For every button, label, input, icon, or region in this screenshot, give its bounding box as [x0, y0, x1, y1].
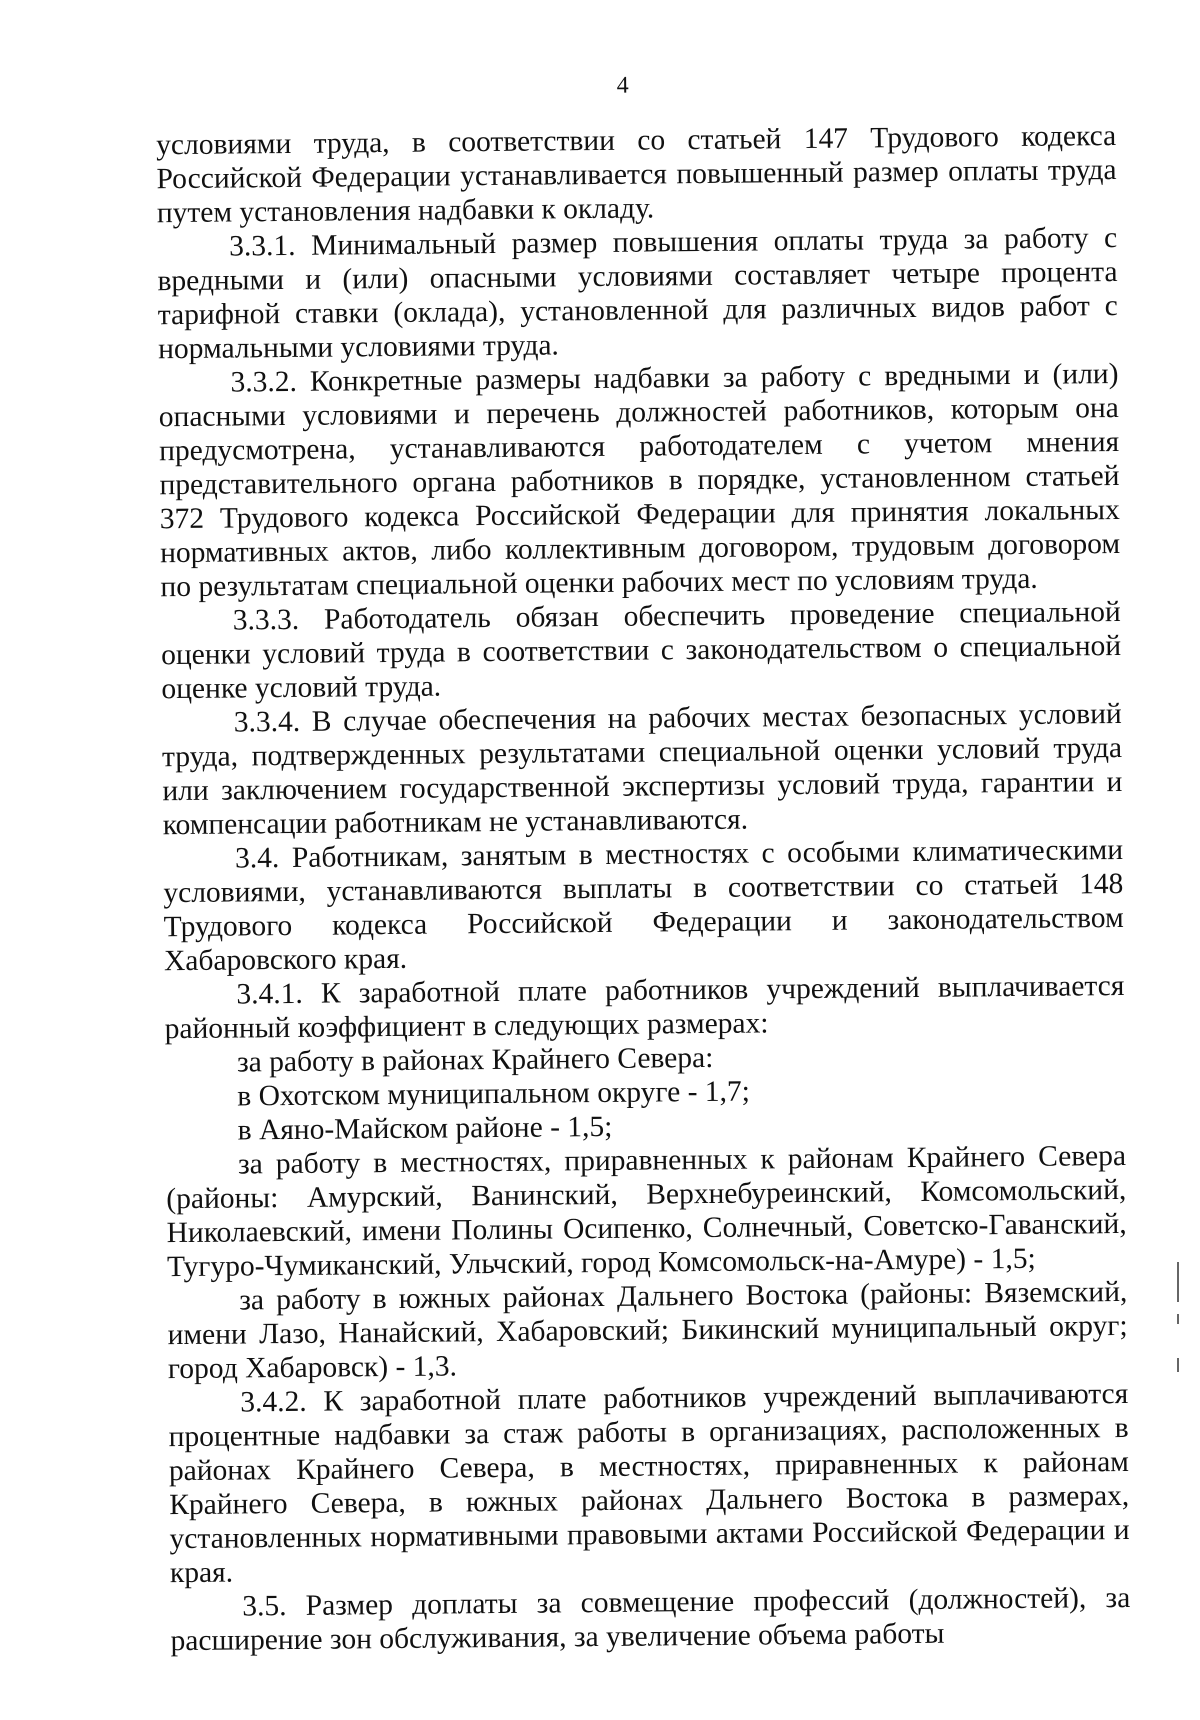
list-line-okhotsk: в Охотском муниципальном округе - 1,7; [237, 1075, 751, 1113]
paragraph-3-5: 3.5. Размер доплаты за совмещение профессий (должностей), за расширение зон обслуживания, за увеличение объема работы [170, 1581, 1131, 1658]
paragraph-southern-areas: за работу в южных районах Дальнего Востока (районы: Вяземский, имени Лазо, Нанайский, Хабаровский; Бикинский муниципальный округ; город Хабаровск) - 1,3. [167, 1275, 1128, 1386]
paragraph-3-3-2: 3.3.2. Конкретные размеры надбавки за работу с вредными и (или) опасными условиями и перечень должностей работников, которым она предусмотрена, устанавливаются работодателем с учетом мнения представительного органа работников в порядке, установленном статьей 372 Трудового кодекса Российской Федерации для принятия локальных нормативных актов, либо коллективным договором, трудовым договором по результатам специальной оценки рабочих мест по условиям труда. [158, 358, 1121, 604]
document-body [156, 119, 1131, 1658]
page-number: 4 [616, 72, 629, 99]
margin-scan-mark [1177, 1262, 1179, 1372]
paragraph-3-4: 3.4. Работникам, занятым в местностях с особыми климатическими условиями, устанавливаются выплаты в соответствии со статьей 148 Трудового кодекса Российской Федерации и законодательством Хабаровского края. [163, 833, 1124, 978]
paragraph-equated-areas: за работу в местностях, приравненных к районам Крайнего Севера (районы: Амурский, Ванинский, Верхнебуреинский, Комсомольский, Николаевский, имени Полины Осипенко, Солнечный, Советско-Гаванский, Тугуро-Чумиканский, Ульчский, город Комсомольск-на-Амуре) - 1,5; [166, 1139, 1127, 1284]
paragraph-continuation: условиями труда, в соответствии со статьей 147 Трудового кодекса Российской Федерации устанавливается повышенный размер оплаты труда путем установления надбавки к окладу. [156, 120, 1117, 230]
list-line-far-north: за работу в районах Крайнего Севера: [236, 1041, 714, 1079]
paragraph-3-3-1: 3.3.1. Минимальный размер повышения оплаты труда за работу с вредными и (или) опасными условиями составляет четыре процента тарифной ставки (оклада), установленной для различных видов работ с нормальными условиями труда. [157, 222, 1118, 366]
paragraph-3-3-4: 3.3.4. В случае обеспечения на рабочих местах безопасных условий труда, подтвержденных результатами специальной оценки условий труда или заключением государственной экспертизы условий труда, гарантии и компенсации работникам не устанавливаются. [161, 697, 1123, 842]
paragraph-3-3-3: 3.3.3. Работодатель обязан обеспечить проведение специальной оценки условий труда в соответствии с законодательством о специальной оценке условий труда. [160, 595, 1122, 706]
list-line-ayano-maysky: в Аяно-Майском районе - 1,5; [237, 1110, 613, 1147]
paragraph-3-4-2: 3.4.2. К заработной плате работников учреждений выплачиваются процентные надбавки за стаж работы в организациях, расположенных в районах Крайнего Севера, в местностях, приравненных к районам Крайнего Севера, в южных районах Дальнего Востока в размерах, установленных нормативными правовыми актами Российской Федерации и края. [168, 1377, 1130, 1590]
paragraph-3-4-1: 3.4.1. К заработной плате работников учреждений выплачивается районный коэффициент в следующих размерах: [164, 969, 1125, 1046]
